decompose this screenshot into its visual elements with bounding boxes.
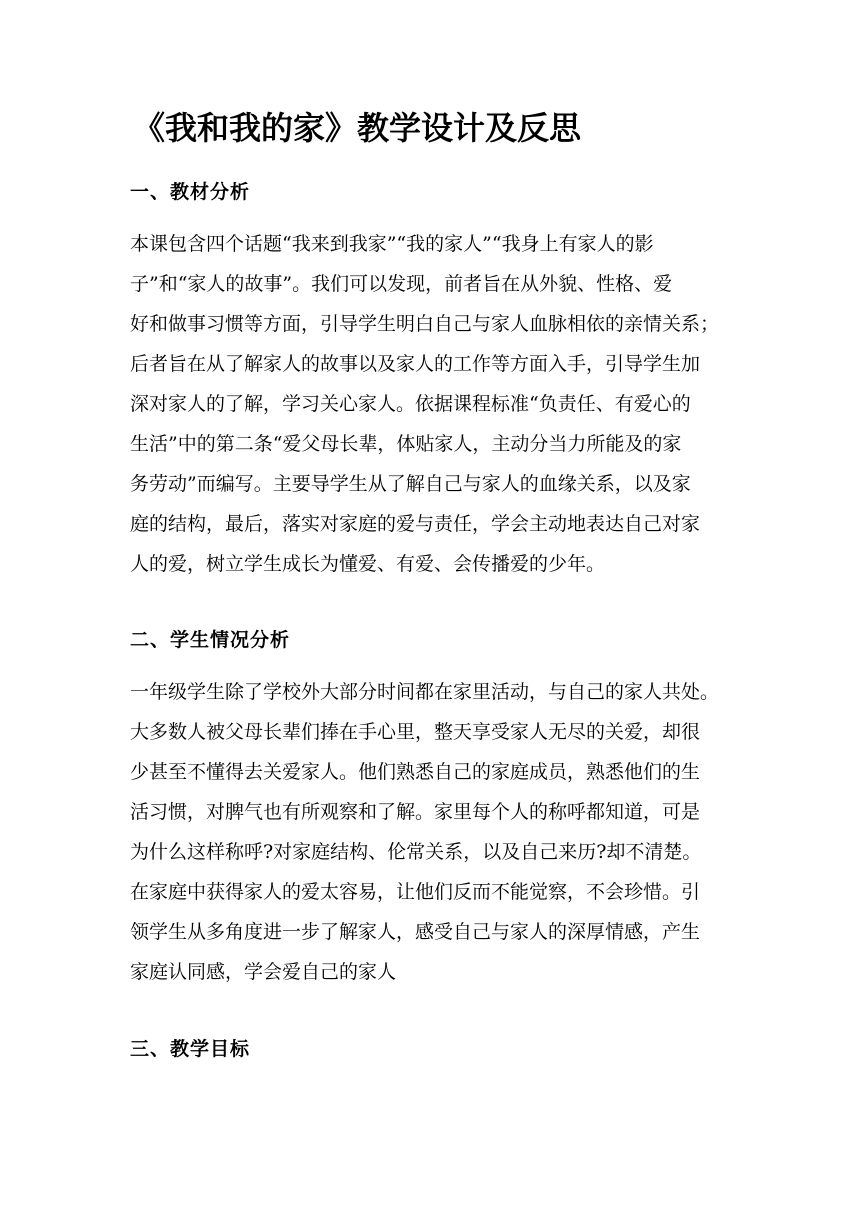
paragraph-line: 深对家人的了解，学习关心家人。依据课程标准“负责任、有爱心的: [130, 393, 691, 415]
document-title: 《我和我的家》教学设计及反思: [133, 109, 582, 147]
paragraph-line: 在家庭中获得家人的爱太容易，让他们反而不能觉察，不会珍惜。引: [130, 881, 701, 903]
section-heading-teaching-goals: 三、教学目标: [130, 1038, 251, 1060]
paragraph-line: 生活”中的第二条“爱父母长辈，体贴家人，主动分当力所能及的家: [130, 433, 682, 455]
paragraph-line: 庭的结构，最后，落实对家庭的爱与责任，学会主动地表达自己对家: [130, 513, 701, 535]
paragraph-line: 一年级学生除了学校外大部分时间都在家里活动，与自己的家人共处。: [130, 681, 720, 703]
paragraph-line: 务劳动”而编写。主要导学生从了解自己与家人的血缘关系，以及家: [130, 473, 691, 495]
paragraph-line: 后者旨在从了解家人的故事以及家人的工作等方面入手，引导学生加: [130, 353, 701, 375]
paragraph-line: 为什么这样称呼?对家庭结构、伦常关系，以及自己来历?却不清楚。: [130, 841, 702, 863]
paragraph-line: 人的爱，树立学生成长为懂爱、有爱、会传播爱的少年。: [130, 553, 606, 575]
section-heading-textbook-analysis: 一、教材分析: [130, 181, 251, 203]
paragraph-line: 家庭认同感，学会爱自己的家人: [130, 961, 397, 983]
paragraph-line: 好和做事习惯等方面，引导学生明白自己与家人血脉相依的亲情关系；: [130, 313, 720, 335]
paragraph-line: 大多数人被父母长辈们捧在手心里，整天享受家人无尽的关爱，却很: [130, 721, 701, 743]
paragraph-line: 活习惯，对脾气也有所观察和了解。家里每个人的称呼都知道，可是: [130, 801, 701, 823]
paragraph-line: 本课包含四个话题“我来到我家”“我的家人”“我身上有家人的影: [130, 233, 654, 255]
section-paragraph-textbook-analysis: [130, 224, 750, 584]
paragraph-line: 少甚至不懂得去关爱家人。他们熟悉自己的家庭成员，熟悉他们的生: [130, 761, 701, 783]
section-heading-student-analysis: 二、学生情况分析: [130, 629, 291, 651]
section-paragraph-student-analysis: [130, 672, 750, 992]
paragraph-line: 子”和“家人的故事”。我们可以发现，前者旨在从外貌、性格、爱: [130, 273, 673, 295]
paragraph-line: 领学生从多角度进一步了解家人，感受自己与家人的深厚情感，产生: [130, 921, 701, 943]
